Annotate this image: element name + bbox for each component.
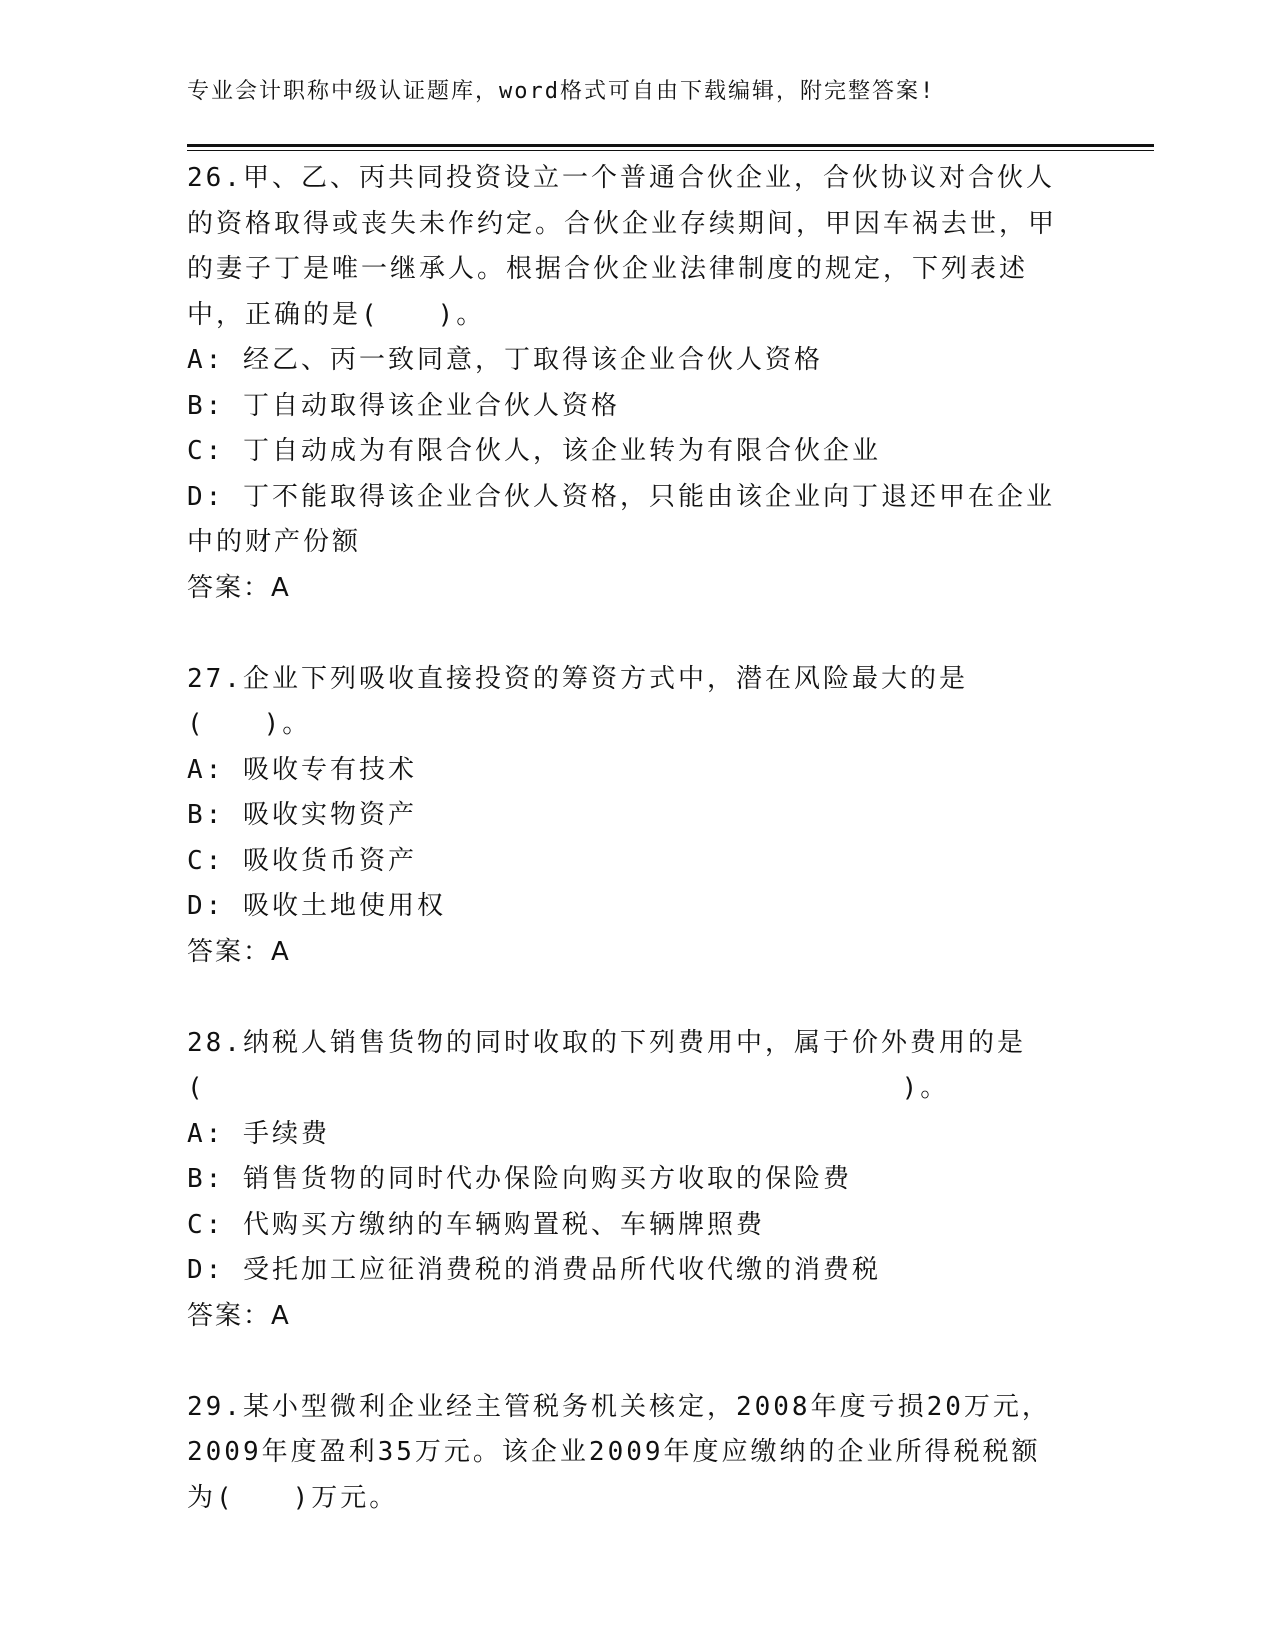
option-a: A: 吸收专有技术 [187,754,417,785]
option-d: D: 丁不能取得该企业合伙人资格，只能由该企业向丁退还甲在企业中的财产份额 [187,481,1055,557]
question-stem: 28.纳税人销售货物的同时收取的下列费用中，属于价外费用的是( )。 [187,1027,1026,1103]
question-29 [187,1385,1087,1522]
option-b: B: 丁自动取得该企业合伙人资格 [187,390,620,421]
option-d: D: 吸收土地使用权 [187,891,446,921]
page-header: 专业会计职称中级认证题库，word格式可自由下载编辑，附完整答案! [187,79,936,104]
question-stem: 27.企业下列吸收直接投资的筹资方式中，潜在风险最大的是( )。 [187,663,968,739]
question-27 [187,657,1087,976]
question-26 [187,156,1087,611]
option-c: C: 吸收货币资产 [187,845,417,876]
option-a: A: 手续费 [187,1118,330,1149]
option-c: C: 丁自动成为有限合伙人，该企业转为有限合伙企业 [187,436,881,466]
question-stem: 29.某小型微利企业经主管税务机关核定，2008年度亏损20万元，2009年度盈利35万元。该企业2009年度应缴纳的企业所得税税额为( )万元。 [187,1391,1051,1513]
question-28 [187,1021,1087,1340]
answer-line: 答案：A [187,1300,291,1331]
header-rule-thin [187,150,1154,151]
option-a: A: 经乙、丙一致同意，丁取得该企业合伙人资格 [187,345,823,375]
question-list [187,156,1087,1567]
question-stem: 26.甲、乙、丙共同投资设立一个普通合伙企业，合伙协议对合伙人的资格取得或丧失未作约定。合伙企业存续期间，甲因车祸去世，甲的妻子丁是唯一继承人。根据合伙企业法律制度的规定，下列表述中，正确的是( )。 [187,163,1058,330]
header-rule-thick [187,144,1154,147]
answer-line: 答案：A [187,936,291,967]
option-b: B: 吸收实物资产 [187,800,417,830]
option-d: D: 受托加工应征消费税的消费品所代收代缴的消费税 [187,1255,881,1285]
answer-line: 答案：A [187,572,291,603]
option-c: C: 代购买方缴纳的车辆购置税、车辆牌照费 [187,1209,765,1240]
option-b: B: 销售货物的同时代办保险向购买方收取的保险费 [187,1164,852,1194]
